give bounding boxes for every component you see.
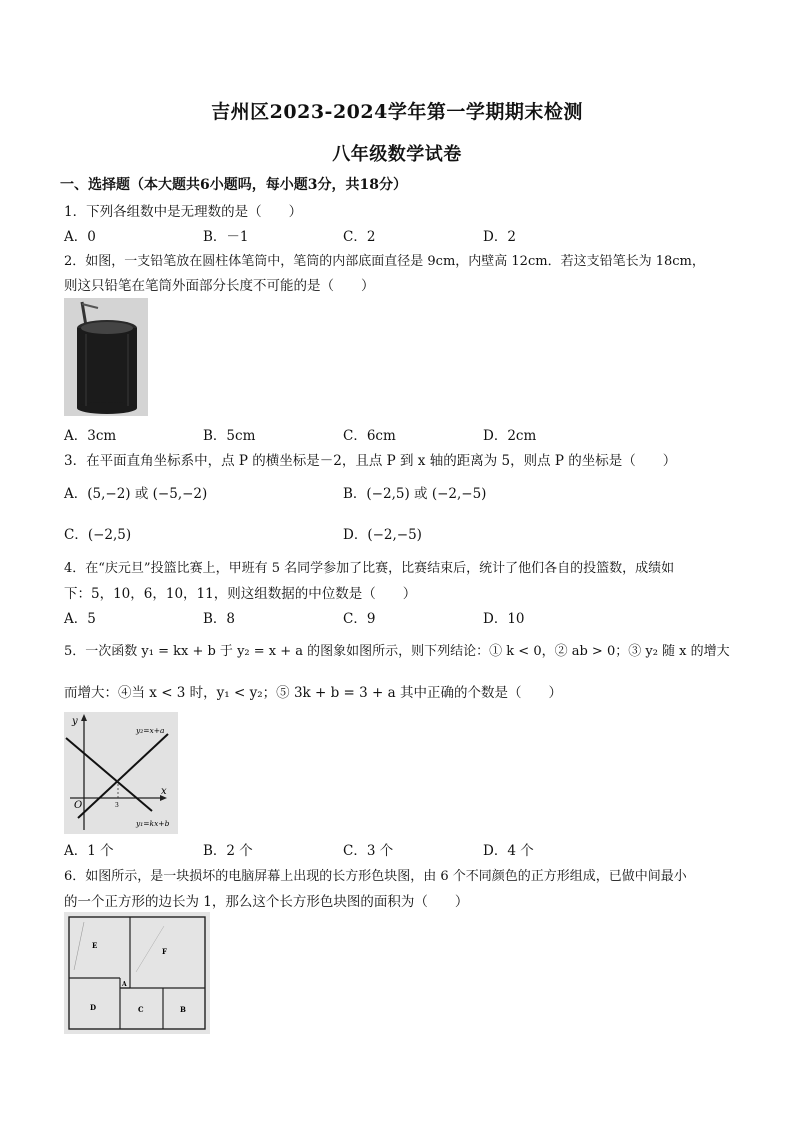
q5-option-b: B．2 个 — [203, 843, 253, 859]
section-heading: 一、选择题（本大题共6小题吗，每小题3分，共18分） — [60, 177, 407, 193]
q3-option-b: B．(−2,5) 或 (−2,−5) — [343, 486, 487, 502]
x-label: x — [161, 786, 167, 797]
question-5-stem-2: 而增大：④当 x < 3 时，y₁ < y₂；⑤ 3k + b = 3 + a 其中正确的个数是（ ） — [64, 685, 562, 701]
q2-option-c: C．6cm — [343, 428, 396, 444]
q3-option-d: D．(−2,−5) — [343, 527, 422, 543]
question-3-stem: 3．在平面直角坐标系中，点 P 的横坐标是－2，且点 P 到 x 轴的距离为 5，则点 P 的坐标是（ ） — [64, 453, 677, 469]
square-label-e: E — [92, 941, 98, 950]
tick-3-label: 3 — [115, 802, 119, 809]
exam-subtitle: 八年级数学试卷 — [332, 144, 462, 165]
question-5-stem-1: 5．一次函数 y₁ = kx + b 于 y₂ = x + a 的图象如图所示，则下列结论：① k < 0，② ab > 0；③ y₂ 随 x 的增大 — [64, 644, 730, 659]
q3-option-c: C．(−2,5) — [64, 527, 132, 543]
question-1-stem: 1．下列各组数中是无理数的是（ ） — [64, 204, 303, 220]
q4-option-a: A．5 — [64, 611, 96, 627]
q1-option-a: A．0 — [64, 229, 96, 245]
square-label-c: C — [138, 1005, 144, 1014]
q4-option-c: C．9 — [343, 611, 376, 627]
question-4-stem-2: 下：5，10，6，10，11，则这组数据的中位数是（ ） — [64, 586, 417, 602]
color-block-figure — [64, 912, 210, 1034]
square-label-d: D — [90, 1003, 97, 1012]
question-6-stem-2: 的一个正方形的边长为 1，那么这个长方形色块图的面积为（ ） — [64, 894, 469, 910]
question-6-stem-1: 6．如图所示，是一块损坏的电脑屏幕上出现的长方形色块图，由 6 个不同颜色的正方形组成，已做中间最小 — [64, 869, 687, 884]
q4-option-d: D．10 — [483, 611, 525, 627]
q1-option-d: D．2 — [483, 229, 516, 245]
square-label-a: A — [122, 981, 127, 988]
q2-option-d: D．2cm — [483, 428, 537, 444]
question-2-stem-1: 2．如图，一支铅笔放在圆柱体笔筒中，笔筒的内部底面直径是 9cm，内壁高 12cm．若这支铅笔长为 18cm， — [64, 254, 705, 269]
q4-option-b: B．8 — [203, 611, 236, 627]
q1-option-c: C．2 — [343, 229, 376, 245]
q5-option-a: A．1 个 — [64, 843, 114, 859]
square-label-b: B — [180, 1005, 186, 1014]
square-label-f: F — [162, 947, 167, 956]
q2-option-b: B．5cm — [203, 428, 256, 444]
q1-option-b: B．－1 — [203, 229, 249, 245]
question-4-stem-1: 4．在“庆元旦”投篮比赛上，甲班有 5 名同学参加了比赛，比赛结束后，统计了他们各自的投篮数，成绩如 — [64, 561, 675, 576]
y2-label: y₂=x+a — [136, 726, 165, 735]
pencil-holder-photo — [64, 298, 148, 416]
question-2-stem-2: 则这只铅笔在笔筒外面部分长度不可能的是（ ） — [64, 278, 375, 294]
q3-option-a: A．(5,−2) 或 (−5,−2) — [64, 486, 208, 502]
y1-label: y₁=kx+b — [136, 819, 170, 828]
y-label: y — [72, 716, 78, 727]
q5-option-c: C．3 个 — [343, 843, 394, 859]
origin-label: O — [74, 800, 83, 811]
q5-option-d: D．4 个 — [483, 843, 534, 859]
linear-functions-graph — [64, 712, 178, 834]
exam-title: 吉州区2023-2024学年第一学期期末检测 — [211, 101, 583, 123]
q2-option-a: A．3cm — [64, 428, 117, 444]
